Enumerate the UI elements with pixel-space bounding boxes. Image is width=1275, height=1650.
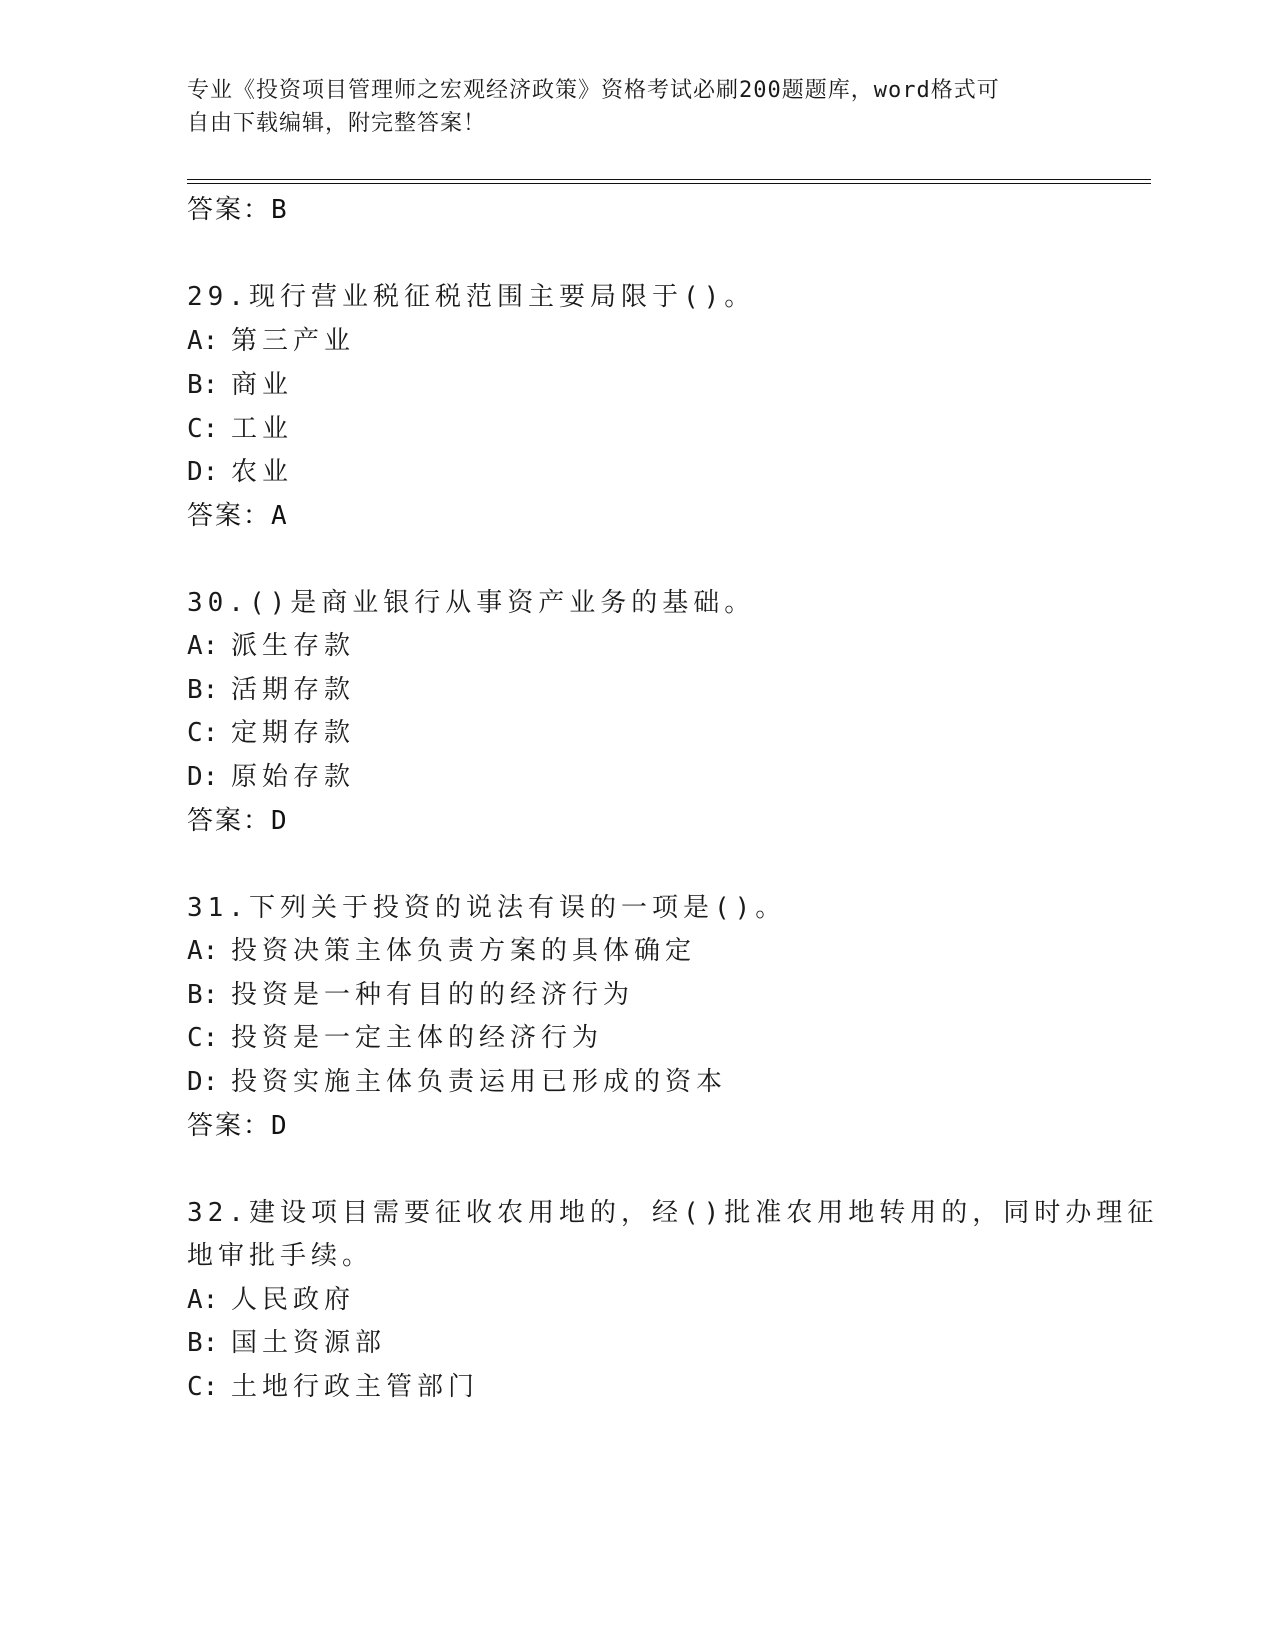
question-32-option-b: [187, 1327, 386, 1359]
option-letter: B:: [187, 1328, 219, 1358]
option-letter: A:: [187, 326, 219, 356]
header-line-1: 专业《投资项目管理师之宏观经济政策》资格考试必刷200题题库，word格式可: [187, 78, 1000, 103]
header-rule-bottom: [187, 183, 1151, 184]
option-letter: B:: [187, 370, 219, 400]
question-32-option-c: [187, 1371, 479, 1403]
option-text: 活期存款: [231, 675, 356, 705]
question-32-option-a: [187, 1284, 355, 1316]
option-text: 投资是一定主体的经济行为: [231, 1023, 604, 1053]
question-31-answer: 答案：D: [187, 1111, 289, 1141]
option-text: 农业: [231, 457, 294, 487]
question-32-stem-line-2: 地审批手续。: [187, 1241, 374, 1271]
option-text: 工业: [231, 414, 294, 444]
option-text: 投资是一种有目的的经济行为: [231, 980, 635, 1010]
option-text: 定期存款: [231, 718, 356, 748]
question-30-stem: 30.()是商业银行从事资产业务的基础。: [187, 588, 756, 618]
question-31-option-a: [187, 935, 696, 967]
option-letter: A:: [187, 1285, 219, 1315]
option-letter: B:: [187, 675, 219, 705]
question-29-option-d: [187, 456, 293, 488]
option-text: 土地行政主管部门: [231, 1372, 480, 1402]
question-30-answer: 答案：D: [187, 806, 289, 836]
question-29-stem: 29.现行营业税征税范围主要局限于()。: [187, 282, 756, 312]
option-text: 投资决策主体负责方案的具体确定: [231, 936, 697, 966]
header-rule-top: [187, 179, 1151, 180]
option-text: 国土资源部: [231, 1328, 387, 1358]
option-letter: A:: [187, 936, 219, 966]
question-31-stem: 31.下列关于投资的说法有误的一项是()。: [187, 893, 787, 923]
option-text: 第三产业: [231, 326, 356, 356]
question-30-option-c: [187, 717, 355, 749]
question-29-answer: 答案：A: [187, 501, 289, 531]
header-line-2: 自由下载编辑，附完整答案！: [187, 111, 487, 136]
question-29-option-b: [187, 369, 293, 401]
option-letter: A:: [187, 631, 219, 661]
question-31-option-d: [187, 1066, 727, 1098]
question-30-option-d: [187, 761, 355, 793]
question-32-stem-line-1: 32.建设项目需要征收农用地的，经()批准农用地转用的，同时办理征: [187, 1198, 1159, 1228]
option-letter: B:: [187, 980, 219, 1010]
question-31-option-c: [187, 1022, 603, 1054]
question-30-option-b: [187, 674, 355, 706]
option-text: 投资实施主体负责运用已形成的资本: [231, 1067, 728, 1097]
option-text: 商业: [231, 370, 294, 400]
option-text: 人民政府: [231, 1285, 356, 1315]
option-text: 派生存款: [231, 631, 356, 661]
option-letter: C:: [187, 414, 219, 444]
option-letter: D:: [187, 1067, 219, 1097]
option-letter: C:: [187, 1023, 219, 1053]
option-letter: D:: [187, 762, 219, 792]
question-31-option-b: [187, 979, 634, 1011]
question-30-option-a: [187, 630, 355, 662]
answer-prev: 答案：B: [187, 195, 289, 225]
option-letter: C:: [187, 1372, 219, 1402]
option-text: 原始存款: [231, 762, 356, 792]
document-header: [187, 74, 1087, 140]
question-29-option-a: [187, 325, 355, 357]
option-letter: D:: [187, 457, 219, 487]
question-29-option-c: [187, 413, 293, 445]
option-letter: C:: [187, 718, 219, 748]
